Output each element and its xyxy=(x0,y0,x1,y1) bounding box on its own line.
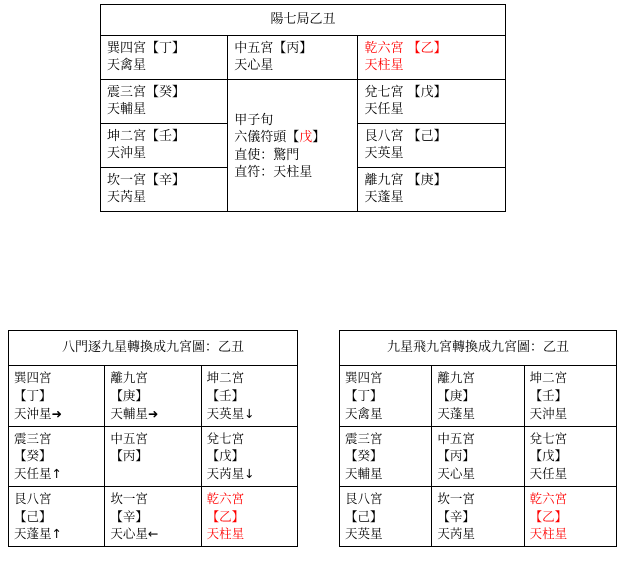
left-cell-gen8 xyxy=(9,486,105,546)
palace-gen8-star: 天英星 xyxy=(364,146,404,162)
right-grid-title: 九星飛九宮轉換成九宮圖：乙丑 xyxy=(340,331,617,366)
palace-dui7-star: 天任星 xyxy=(364,102,404,118)
center-note-line-2 xyxy=(234,129,351,147)
palace-kan1 xyxy=(101,167,228,211)
right-cell-qian6-palace: 乾六宮 xyxy=(529,490,568,506)
right-cell-zhong5 xyxy=(432,426,524,486)
center-note-highlight: 戊 xyxy=(299,130,313,146)
palace-gen8-label: 艮八宮 【己】 xyxy=(364,128,447,144)
eight-gates-grid-wrapper xyxy=(8,330,298,547)
right-grid-row-1 xyxy=(340,366,617,426)
right-cell-zhen3-stem: 【癸】 xyxy=(345,448,383,464)
palace-gen8 xyxy=(358,123,506,167)
right-cell-kan1 xyxy=(432,486,524,546)
left-cell-qian6-stem: 【乙】 xyxy=(206,508,245,524)
left-cell-kan1-star-text: 天心星 xyxy=(110,526,148,542)
left-cell-li9 xyxy=(105,366,201,426)
palace-zhen3 xyxy=(101,79,228,123)
right-cell-gen8-stem: 【己】 xyxy=(345,508,383,524)
right-cell-qian6-star: 天柱星 xyxy=(529,526,568,542)
right-cell-gen8-star: 天英星 xyxy=(345,526,383,542)
right-cell-qian6 xyxy=(524,486,616,546)
left-cell-xun4-star xyxy=(14,405,99,423)
center-note-line-3: 直使：驚門 xyxy=(234,147,300,163)
left-cell-li9-stem: 【庚】 xyxy=(110,388,148,404)
nine-stars-grid xyxy=(339,330,617,547)
left-cell-kun2-star-text: 天英星 xyxy=(206,405,245,421)
right-cell-gen8-palace: 艮八宮 xyxy=(345,490,383,506)
left-cell-kan1-palace: 坎一宮 xyxy=(110,490,148,506)
left-cell-qian6-star: 天柱星 xyxy=(206,526,245,542)
left-cell-kun2-star xyxy=(207,405,292,423)
right-cell-zhen3-star: 天輔星 xyxy=(345,466,383,482)
center-note-line-1: 甲子旬 xyxy=(234,112,274,128)
left-cell-zhen3-star-text: 天任星 xyxy=(14,466,52,482)
left-cell-xun4-star-text: 天沖星 xyxy=(14,405,52,421)
right-grid-title-row xyxy=(340,331,617,366)
right-cell-kun2 xyxy=(524,366,616,426)
palace-dui7-label: 兌七宮 【戊】 xyxy=(364,84,447,100)
palace-kun2 xyxy=(101,123,228,167)
left-cell-zhen3-star xyxy=(14,465,99,483)
eight-gates-grid xyxy=(8,330,298,547)
left-cell-zhong5 xyxy=(105,426,201,486)
left-cell-dui7 xyxy=(201,426,297,486)
left-grid-row-3 xyxy=(9,486,298,546)
left-cell-kun2-stem: 【壬】 xyxy=(206,388,245,404)
right-cell-zhen3-palace: 震三宮 xyxy=(345,430,383,446)
left-cell-kun2-palace: 坤二宮 xyxy=(206,370,245,386)
left-cell-dui7-stem: 【戊】 xyxy=(206,448,245,464)
center-note xyxy=(228,79,358,211)
right-grid-row-2 xyxy=(340,426,617,486)
down-arrow-icon: ↓ xyxy=(244,405,255,421)
right-cell-zhong5-stem: 【丙】 xyxy=(437,448,475,464)
palace-zhong5 xyxy=(228,35,358,79)
center-note-line-4: 直符：天柱星 xyxy=(234,165,313,181)
left-grid-title: 八門逐九星轉換成九宮圖：乙丑 xyxy=(9,331,298,366)
right-cell-li9-star: 天蓬星 xyxy=(437,405,475,421)
left-cell-gen8-star-text: 天蓬星 xyxy=(14,526,52,542)
right-cell-dui7-palace: 兌七宮 xyxy=(529,430,568,446)
left-cell-qian6 xyxy=(201,486,297,546)
palace-qian6-star: 天柱星 xyxy=(364,58,404,74)
left-grid-row-1 xyxy=(9,366,298,426)
palace-xun4 xyxy=(101,35,228,79)
nine-stars-grid-wrapper xyxy=(339,330,617,547)
palace-zhong5-star: 天心星 xyxy=(234,58,274,74)
right-cell-dui7-star: 天任星 xyxy=(529,466,568,482)
palace-kan1-label: 坎一宮【辛】 xyxy=(107,172,186,188)
right-arrow-icon: ➜ xyxy=(51,405,62,421)
left-cell-li9-star xyxy=(110,405,195,423)
left-cell-xun4-stem: 【丁】 xyxy=(14,388,52,404)
palace-xun4-label: 巽四宮【丁】 xyxy=(107,40,186,56)
left-arrow-icon: ← xyxy=(147,526,159,542)
right-cell-xun4-star: 天禽星 xyxy=(345,405,383,421)
left-cell-zhen3-palace: 震三宮 xyxy=(14,430,52,446)
palace-zhen3-star: 天輔星 xyxy=(107,102,147,118)
palace-zhong5-label: 中五宮【丙】 xyxy=(234,40,313,56)
down-arrow-icon: ↓ xyxy=(244,466,255,482)
left-cell-kan1 xyxy=(105,486,201,546)
right-arrow-icon: ➜ xyxy=(147,405,159,421)
right-cell-xun4-stem: 【丁】 xyxy=(345,388,383,404)
left-cell-qian6-palace: 乾六宮 xyxy=(206,490,245,506)
right-cell-kan1-stem: 【辛】 xyxy=(437,508,475,524)
left-cell-gen8-star xyxy=(14,525,99,543)
palace-dui7 xyxy=(358,79,506,123)
left-cell-li9-palace: 離九宮 xyxy=(110,370,148,386)
palace-li9-label: 離九宮 【庚】 xyxy=(364,172,447,188)
chart-title-row xyxy=(101,5,506,36)
right-cell-dui7-stem: 【戊】 xyxy=(529,448,568,464)
left-cell-li9-star-text: 天輔星 xyxy=(110,405,148,421)
left-cell-dui7-star-text: 天芮星 xyxy=(206,466,245,482)
palace-xun4-star: 天禽星 xyxy=(107,58,147,74)
palace-kun2-label: 坤二宮【壬】 xyxy=(107,128,186,144)
right-cell-xun4 xyxy=(340,366,432,426)
up-arrow-icon: ↑ xyxy=(51,466,62,482)
palace-kan1-star: 天芮星 xyxy=(107,190,147,206)
left-cell-zhen3-stem: 【癸】 xyxy=(14,448,52,464)
right-cell-zhen3 xyxy=(340,426,432,486)
palace-li9-star: 天蓬星 xyxy=(364,190,404,206)
qimen-main-chart xyxy=(100,4,506,212)
right-grid-row-3 xyxy=(340,486,617,546)
chart-title: 陽七局乙丑 xyxy=(101,5,506,36)
right-cell-kun2-stem: 【壬】 xyxy=(529,388,568,404)
right-cell-kan1-star: 天芮星 xyxy=(437,526,475,542)
palace-kun2-star: 天沖星 xyxy=(107,146,147,162)
palace-li9 xyxy=(358,167,506,211)
left-cell-zhong5-stem: 【丙】 xyxy=(110,448,148,464)
right-cell-zhong5-palace: 中五宮 xyxy=(437,430,475,446)
left-cell-kan1-stem: 【辛】 xyxy=(110,508,148,524)
left-cell-xun4-palace: 巽四宮 xyxy=(14,370,52,386)
up-arrow-icon: ↑ xyxy=(51,526,62,542)
palace-zhen3-label: 震三宮【癸】 xyxy=(107,84,186,100)
left-cell-zhong5-palace: 中五宮 xyxy=(110,430,148,446)
left-grid-row-2 xyxy=(9,426,298,486)
left-cell-zhen3 xyxy=(9,426,105,486)
left-grid-title-row xyxy=(9,331,298,366)
left-cell-kan1-star xyxy=(110,525,195,543)
right-cell-dui7 xyxy=(524,426,616,486)
left-cell-gen8-palace: 艮八宮 xyxy=(14,490,52,506)
chart-row-2 xyxy=(101,79,506,123)
palace-qian6-label: 乾六宮 【乙】 xyxy=(364,40,447,56)
right-cell-xun4-palace: 巽四宮 xyxy=(345,370,383,386)
left-cell-kun2 xyxy=(201,366,297,426)
right-cell-kun2-palace: 坤二宮 xyxy=(529,370,568,386)
left-cell-xun4 xyxy=(9,366,105,426)
right-cell-li9-stem: 【庚】 xyxy=(437,388,475,404)
left-cell-gen8-stem: 【己】 xyxy=(14,508,52,524)
chart-row-1 xyxy=(101,35,506,79)
center-note-suffix: 】 xyxy=(312,130,326,146)
right-cell-li9 xyxy=(432,366,524,426)
right-cell-li9-palace: 離九宮 xyxy=(437,370,475,386)
left-cell-dui7-palace: 兌七宮 xyxy=(206,430,245,446)
right-cell-kun2-star: 天沖星 xyxy=(529,405,568,421)
center-note-prefix: 六儀符頭【 xyxy=(234,130,300,146)
palace-qian6 xyxy=(358,35,506,79)
right-cell-qian6-stem: 【乙】 xyxy=(529,508,568,524)
right-cell-kan1-palace: 坎一宮 xyxy=(437,490,475,506)
right-cell-gen8 xyxy=(340,486,432,546)
right-cell-zhong5-star: 天心星 xyxy=(437,466,475,482)
left-cell-dui7-star xyxy=(207,465,292,483)
